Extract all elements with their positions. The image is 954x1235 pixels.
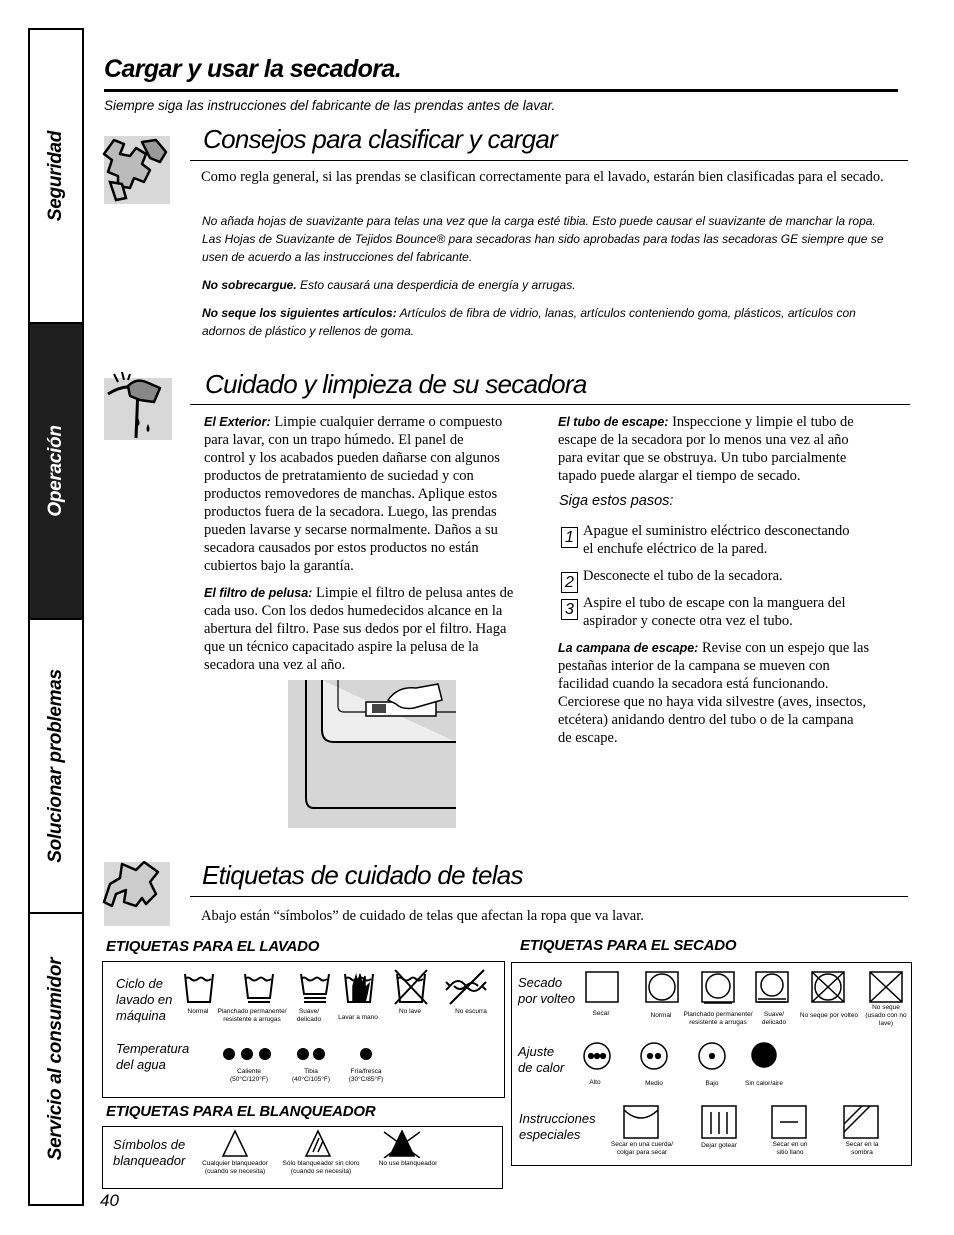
medium-heat-icon	[641, 1043, 667, 1069]
water-temp-caption: Caliente (50°C/120°F)	[229, 1068, 269, 1083]
bleach-symbols	[220, 1128, 420, 1158]
side-tab-bar	[28, 28, 84, 1206]
step-1-line2: el enchufe eléctrico de la pared.	[583, 541, 768, 557]
lint-filter-illustration	[288, 680, 456, 828]
special-instructions-caption: Secar en una cuerda/ colgar para secar	[610, 1141, 674, 1156]
exhaust-paragraph	[558, 413, 903, 485]
wash-cycle-caption: No lave	[398, 1008, 422, 1015]
wash-cycle-label-line: lavado en	[116, 992, 173, 1007]
wash-cycle-symbols	[180, 968, 500, 1006]
hood-text: Revise con un espejo que las	[698, 640, 870, 656]
non-chlorine-bleach-icon	[306, 1131, 330, 1156]
heat-setting-caption: Bajo	[705, 1080, 719, 1087]
special-instructions-label	[519, 1111, 596, 1143]
exterior-text: Limpie cualquier derrame o compuesto	[270, 414, 503, 430]
water-temp-label-line: del agua	[116, 1057, 166, 1072]
wash-labels-heading: ETIQUETAS PARA EL LAVADO	[106, 938, 320, 955]
page-subtitle: Siempre siga las instrucciones del fabricante de las prendas antes de lavar.	[104, 98, 556, 113]
tab-solucionar-problemas[interactable]: Solucionar problemas	[30, 620, 82, 914]
overload-lead: No sobrecargue.	[202, 278, 297, 292]
sorting-note-line3: usen de acuerdo a las instrucciones del fabricante.	[202, 250, 473, 264]
dry-labels-heading: ETIQUETAS PARA EL SECADO	[520, 937, 737, 954]
overload-text: Esto causará una desperdicia de energía y arrugas.	[296, 278, 576, 292]
hood-line: Cerciorese que no haya vida silvestre (aves, insectos,	[558, 694, 867, 710]
special-instructions-caption: Secar en un sitio llano	[772, 1141, 808, 1156]
hood-first-line	[558, 639, 903, 657]
do-not-tumble-dry-icon	[812, 972, 844, 1002]
step-number-3: 3	[561, 599, 578, 620]
warm-water-icon	[297, 1048, 325, 1060]
clothes-pile-icon	[100, 132, 174, 208]
exterior-first-line	[204, 413, 549, 431]
heat-setting-label	[518, 1044, 564, 1076]
page-number: 40	[100, 1191, 119, 1210]
care-rule	[190, 404, 910, 405]
wash-cycle-caption: No escurra	[455, 1008, 487, 1015]
wash-cycle-caption: Lavar a mano	[338, 1014, 378, 1021]
no-bleach-icon	[384, 1131, 420, 1158]
heat-setting-label-line: de calor	[518, 1060, 565, 1075]
bleach-caption: Sólo blanqueador sin cloro (cuando se necesita)	[282, 1160, 360, 1175]
exterior-paragraph	[204, 413, 549, 575]
tumble-dry-caption: Suave/ delicado	[761, 1011, 787, 1026]
exterior-line: productos removedores de manchas. Aplique estos	[204, 486, 498, 502]
do-not-dry-icon	[870, 972, 902, 1002]
bleach-caption: Cualquier blanqueador (cuando se necesita)	[202, 1160, 268, 1175]
sorting-note-line2: Las Hojas de Suavizante de Tejidos Bounce® para secadoras han sido aprobadas para todas las secadoras GE siempre que se	[202, 232, 884, 246]
filter-line: abertura del filtro. Pase sus dedos por el filtro. Haga	[204, 621, 507, 637]
exterior-line: control y los acabados pueden dañarse con algunos	[204, 450, 500, 466]
sorting-rule	[190, 160, 908, 161]
hood-line: de escape.	[558, 730, 618, 746]
tumble-dry-label-line: Secado	[518, 975, 563, 990]
exterior-line: pueden lavarse y secarse normalmente. Daños a su	[204, 522, 498, 538]
sorting-heading: Consejos para clasificar y cargar	[203, 124, 558, 154]
filter-line: secadora una vez al año.	[204, 657, 346, 673]
low-heat-icon	[699, 1043, 725, 1069]
wash-cycle-label	[116, 976, 172, 1024]
hot-water-icon	[223, 1048, 271, 1060]
exhaust-line: escape de la secadora por lo menos una vez al año	[558, 432, 849, 448]
clothing-label-icon	[100, 856, 174, 932]
heat-setting-caption: Medio	[645, 1080, 663, 1087]
exterior-line: cubiertos bajo la garantía.	[204, 558, 354, 574]
filter-line: que un técnico capacitado aspire la pelusa de la	[204, 639, 479, 655]
wash-cycle-label-line: Ciclo de	[116, 976, 163, 991]
step-3-line2: aspirador y conecte otra vez el tubo.	[583, 613, 793, 629]
wash-cycle-caption: Planchado permanente/ resistente a arrugas	[217, 1008, 287, 1023]
no-dry-items-note	[202, 304, 856, 322]
overload-note	[202, 276, 576, 294]
wash-cycle-caption: Suave/ delicado	[296, 1008, 322, 1023]
special-instructions-symbols	[622, 1104, 882, 1140]
water-temp-label	[116, 1041, 189, 1073]
tumble-permanent-press-icon	[702, 972, 734, 1003]
step-2-line1: Desconecte el tubo de la secadora.	[583, 568, 783, 584]
special-instructions-label-line: Instrucciones	[519, 1111, 596, 1126]
tumble-dry-label	[518, 975, 575, 1007]
sorting-intro: Como regla general, si las prendas se clasifican correctamente para el lavado, estarán bien clasificadas para el secado.	[201, 169, 884, 185]
tumble-dry-caption: No seque (usado con no lave)	[865, 1004, 907, 1027]
hood-line: pestañas interior de la campana se mueven con	[558, 658, 830, 674]
filter-text: Limpie el filtro de pelusa antes de	[312, 585, 514, 601]
page-title: Cargar y usar la secadora.	[104, 55, 402, 83]
bleach-label-line: Símbolos de	[113, 1137, 186, 1152]
cold-water-icon	[360, 1048, 372, 1060]
water-temp-symbols	[220, 1044, 380, 1064]
bleach-caption: No use blanqueador	[378, 1160, 438, 1167]
line-dry-icon	[624, 1106, 658, 1138]
water-temp-caption: Fría/fresca (30°C/85°F)	[348, 1068, 384, 1083]
exhaust-lead: El tubo de escape:	[558, 415, 669, 429]
steps-label: Siga estos pasos:	[559, 493, 674, 509]
step-number-1: 1	[561, 527, 578, 548]
tumble-dry-label-line: por volteo	[518, 991, 576, 1006]
tumble-dry-caption: Planchado permanente/ resistente a arrugas	[683, 1011, 753, 1026]
no-dry-items-text-2: adornos de plástico y rellenos de goma.	[202, 324, 415, 338]
exhaust-hood-paragraph	[558, 639, 903, 747]
hood-line: facilidad cuando la secadora está funcionando.	[558, 676, 829, 692]
cleaning-cloth-icon	[102, 372, 174, 442]
exterior-line: para lavar, con un trapo húmedo. El panel de	[204, 432, 464, 448]
heat-setting-caption: Sin calor/aire	[745, 1080, 783, 1087]
special-instructions-label-line: especiales	[519, 1127, 581, 1142]
tab-operacion[interactable]: Operación	[30, 324, 82, 620]
filter-line: cada uso. Con los dedos humedecidos alcance en la	[204, 603, 503, 619]
bleach-label-line: blanqueador	[113, 1153, 186, 1168]
wash-permanent-press-icon	[245, 974, 273, 1002]
do-not-wash-icon	[395, 970, 427, 1004]
wash-normal-icon	[185, 974, 213, 1002]
dry-in-shade-icon	[844, 1106, 878, 1138]
step-1-line1: Apague el suministro eléctrico desconectando	[583, 523, 850, 539]
no-dry-items-text: Artículos de fibra de vidrio, lanas, artículos conteniendo goma, plásticos, artículos con	[396, 306, 856, 320]
filter-lead: El filtro de pelusa:	[204, 586, 313, 600]
wash-cycle-label-line: máquina	[116, 1008, 166, 1023]
heat-setting-caption: Alto	[589, 1079, 601, 1086]
exhaust-text: Inspeccione y limpie el tubo de	[668, 414, 854, 430]
dry-icon	[586, 972, 618, 1002]
sorting-note-line1: No añada hojas de suavizante para telas una vez que la carga esté tibia. Esto puede causar el suavizante de manchar la ropa.	[202, 214, 876, 228]
no-dry-items-lead: No seque los siguientes artículos:	[202, 306, 397, 320]
tumble-dry-caption: Secar	[592, 1010, 610, 1017]
water-temp-label-line: Temperatura	[116, 1041, 190, 1056]
high-heat-icon	[584, 1043, 610, 1069]
exhaust-line: para evitar que se obstruya. Un tubo parcialmente	[558, 450, 847, 466]
tumble-dry-symbols	[584, 970, 908, 1004]
exterior-lead: El Exterior:	[204, 415, 271, 429]
exterior-line: productos de pretratamiento de suciedad y con	[204, 468, 474, 484]
exhaust-first-line	[558, 413, 903, 431]
labels-heading: Etiquetas de cuidado de telas	[202, 860, 523, 890]
labels-intro: Abajo están “símbolos” de cuidado de telas que afectan la ropa que va lavar.	[201, 908, 644, 924]
title-rule	[104, 89, 898, 92]
hood-line: etcétera) anidando dentro del tubo o de la campana	[558, 712, 854, 728]
bleach-labels-heading: ETIQUETAS PARA EL BLANQUEADOR	[106, 1103, 376, 1120]
step-3-line1: Aspire el tubo de escape con la manguera del	[583, 595, 846, 611]
exhaust-line: tapado puede alargar el tiempo de secado.	[558, 468, 801, 484]
special-instructions-caption: Dejar gotear	[701, 1142, 737, 1149]
heat-setting-label-line: Ajuste	[518, 1044, 555, 1059]
tumble-normal-icon	[646, 972, 678, 1002]
bleach-label	[113, 1137, 185, 1169]
no-heat-icon	[752, 1043, 776, 1067]
wash-delicate-icon	[301, 974, 329, 1002]
step-number-2: 2	[561, 572, 578, 593]
labels-rule	[190, 896, 908, 897]
hand-wash-icon	[345, 974, 373, 1002]
tab-seguridad[interactable]: Seguridad	[30, 30, 82, 324]
water-temp-caption: Tibia (40°C/105°F)	[291, 1068, 331, 1083]
care-heading: Cuidado y limpieza de su secadora	[205, 369, 587, 399]
drip-dry-icon	[702, 1106, 736, 1138]
exterior-line: productos fuera de la secadora. Luego, las prendas	[204, 504, 497, 520]
any-bleach-icon	[223, 1131, 247, 1156]
tab-servicio-consumidor[interactable]: Servicio al consumidor	[45, 957, 66, 1161]
tumble-delicate-icon	[756, 972, 788, 1002]
wash-cycle-caption: Normal	[187, 1008, 209, 1015]
filter-first-line	[204, 584, 549, 602]
special-instructions-caption: Secar en la sombra	[845, 1141, 879, 1156]
do-not-wring-icon	[446, 970, 486, 1004]
lint-filter-paragraph	[204, 584, 549, 674]
tumble-dry-caption: No seque por volteo	[799, 1012, 859, 1019]
tumble-dry-caption: Normal	[650, 1012, 672, 1019]
dry-flat-icon	[772, 1106, 806, 1138]
heat-setting-symbols	[580, 1040, 780, 1072]
exterior-line: secadora causados por estos productos no están	[204, 540, 479, 556]
hood-lead: La campana de escape:	[558, 641, 699, 655]
